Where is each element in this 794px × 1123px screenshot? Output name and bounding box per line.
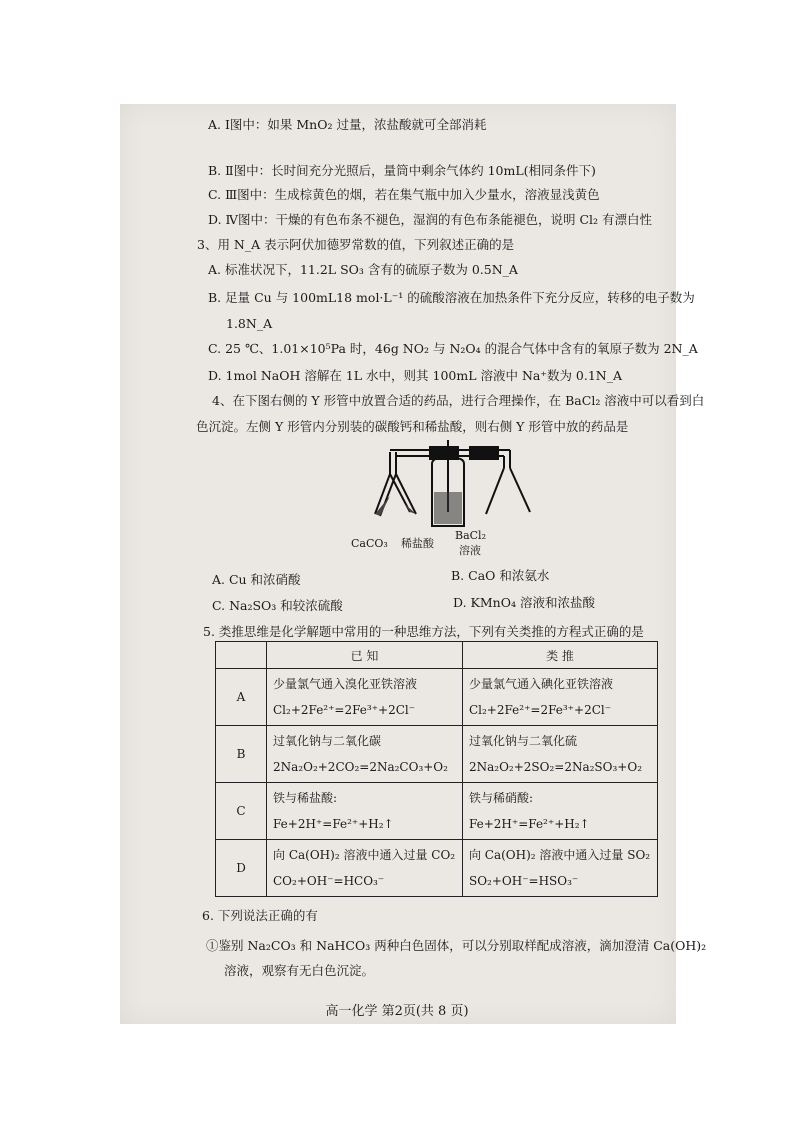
q2-option-d: D. Ⅳ图中：干燥的有色布条不褪色，湿润的有色布条能褪色，说明 Cl₂ 有漂白性 [208,212,653,227]
table-header-blank [216,642,267,669]
table-row [216,669,658,726]
known-text: 过氧化钠与二氧化碳 [273,734,382,748]
analog-text: 铁与稀硝酸: [468,791,534,805]
q6-stem: 6. 下列说法正确的有 [202,908,318,923]
q2-option-b: B. Ⅱ图中：长时间充分光照后，量筒中剩余气体约 10mL(相同条件下) [208,163,596,178]
q3-option-c: C. 25 ℃、1.01×10⁵Pa 时，46g NO₂ 与 N₂O₄ 的混合气体中含有的氧原子数为 2N_A [208,341,698,356]
known-text: 向 Ca(OH)₂ 溶液中通入过量 CO₂ [273,848,456,862]
analog-equation: Cl₂+2Fe²⁺=2Fe³⁺+2Cl⁻ [468,703,612,717]
label-dilute-hcl: 稀盐酸 [401,537,434,550]
analog-text: 少量氯气通入碘化亚铁溶液 [468,677,613,691]
q3-option-a: A. 标准状况下，11.2L SO₃ 含有的硫原子数为 0.5N_A [208,262,518,277]
q4-option-b: B. CaO 和浓氨水 [451,568,550,583]
analog-equation: SO₂+OH⁻=HSO₃⁻ [468,874,579,888]
q4-stem-line1: 4、在下图右侧的 Y 形管中放置合适的药品，进行合理操作，在 BaCl₂ 溶液中可以看到白 [212,393,705,408]
analog-equation: 2Na₂O₂+2SO₂=2Na₂SO₃+O₂ [468,760,643,774]
q3-option-d: D. 1mol NaOH 溶解在 1L 水中，则其 100mL 溶液中 Na⁺数为 0.1N_A [208,368,623,383]
known-text: 少量氯气通入溴化亚铁溶液 [273,677,418,691]
row-label: B [216,726,267,783]
known-equation: 2Na₂O₂+2CO₂=2Na₂CO₃+O₂ [273,760,448,774]
table-header-analog: 类 推 [462,642,657,669]
analog-cell [462,669,657,726]
known-equation: CO₂+OH⁻=HCO₃⁻ [273,874,385,888]
analog-cell [462,840,657,897]
q2-option-a: A. Ⅰ图中：如果 MnO₂ 过量，浓盐酸就可全部消耗 [208,117,487,132]
table-row [216,840,658,897]
q3-stem: 3、用 N_A 表示阿伏加德罗常数的值，下列叙述正确的是 [197,237,515,252]
q3-option-b-cont: 1.8N_A [226,316,273,331]
known-equation: Fe+2H⁺=Fe²⁺+H₂↑ [273,817,394,831]
y-tube-apparatus-diagram [350,434,550,534]
known-text: 铁与稀盐酸: [273,791,338,805]
row-label: A [216,669,267,726]
known-cell [267,726,463,783]
q5-comparison-table [215,641,658,897]
q4-option-c: C. Na₂SO₃ 和较浓硫酸 [212,598,343,613]
q6-item1-line2: 溶液，观察有无白色沉淀。 [224,963,375,978]
q4-stem-line2: 色沉淀。左侧 Y 形管内分别装的碳酸钙和稀盐酸，则右侧 Y 形管中放的药品是 [196,419,629,434]
label-solution: 溶液 [459,544,481,557]
label-caco3: CaCO₃ [351,537,388,550]
known-equation: Cl₂+2Fe²⁺=2Fe³⁺+2Cl⁻ [273,703,416,717]
row-label: C [216,783,267,840]
table-header-known: 已 知 [267,642,463,669]
known-cell [267,783,463,840]
analog-cell [462,783,657,840]
label-bacl2: BaCl₂ [455,529,486,542]
row-label: D [216,840,267,897]
analog-text: 过氧化钠与二氧化硫 [468,734,577,748]
q5-stem: 5. 类推思维是化学解题中常用的一种思维方法，下列有关类推的方程式正确的是 [203,624,644,639]
known-cell [267,840,463,897]
table-row [216,783,658,840]
q3-option-b: B. 足量 Cu 与 100mL18 mol·L⁻¹ 的硫酸溶液在加热条件下充分反应，转移的电子数为 [208,290,695,305]
table-row [216,726,658,783]
q6-item1-line1: ①鉴别 Na₂CO₃ 和 NaHCO₃ 两种白色固体，可以分别取样配成溶液，滴加澄清 Ca(OH)₂ [206,938,707,953]
page-footer: 高一化学 第2页(共 8 页) [325,1004,469,1019]
analog-cell [462,726,657,783]
known-cell [267,669,463,726]
q4-option-d: D. KMnO₄ 溶液和浓盐酸 [453,595,595,610]
table-header-row [216,642,658,669]
q4-option-a: A. Cu 和浓硝酸 [212,572,301,587]
q2-option-c: C. Ⅲ图中：生成棕黄色的烟，若在集气瓶中加入少量水，溶液显浅黄色 [208,187,600,202]
analog-equation: Fe+2H⁺=Fe²⁺+H₂↑ [468,817,590,831]
analog-text: 向 Ca(OH)₂ 溶液中通入过量 SO₂ [468,848,651,862]
